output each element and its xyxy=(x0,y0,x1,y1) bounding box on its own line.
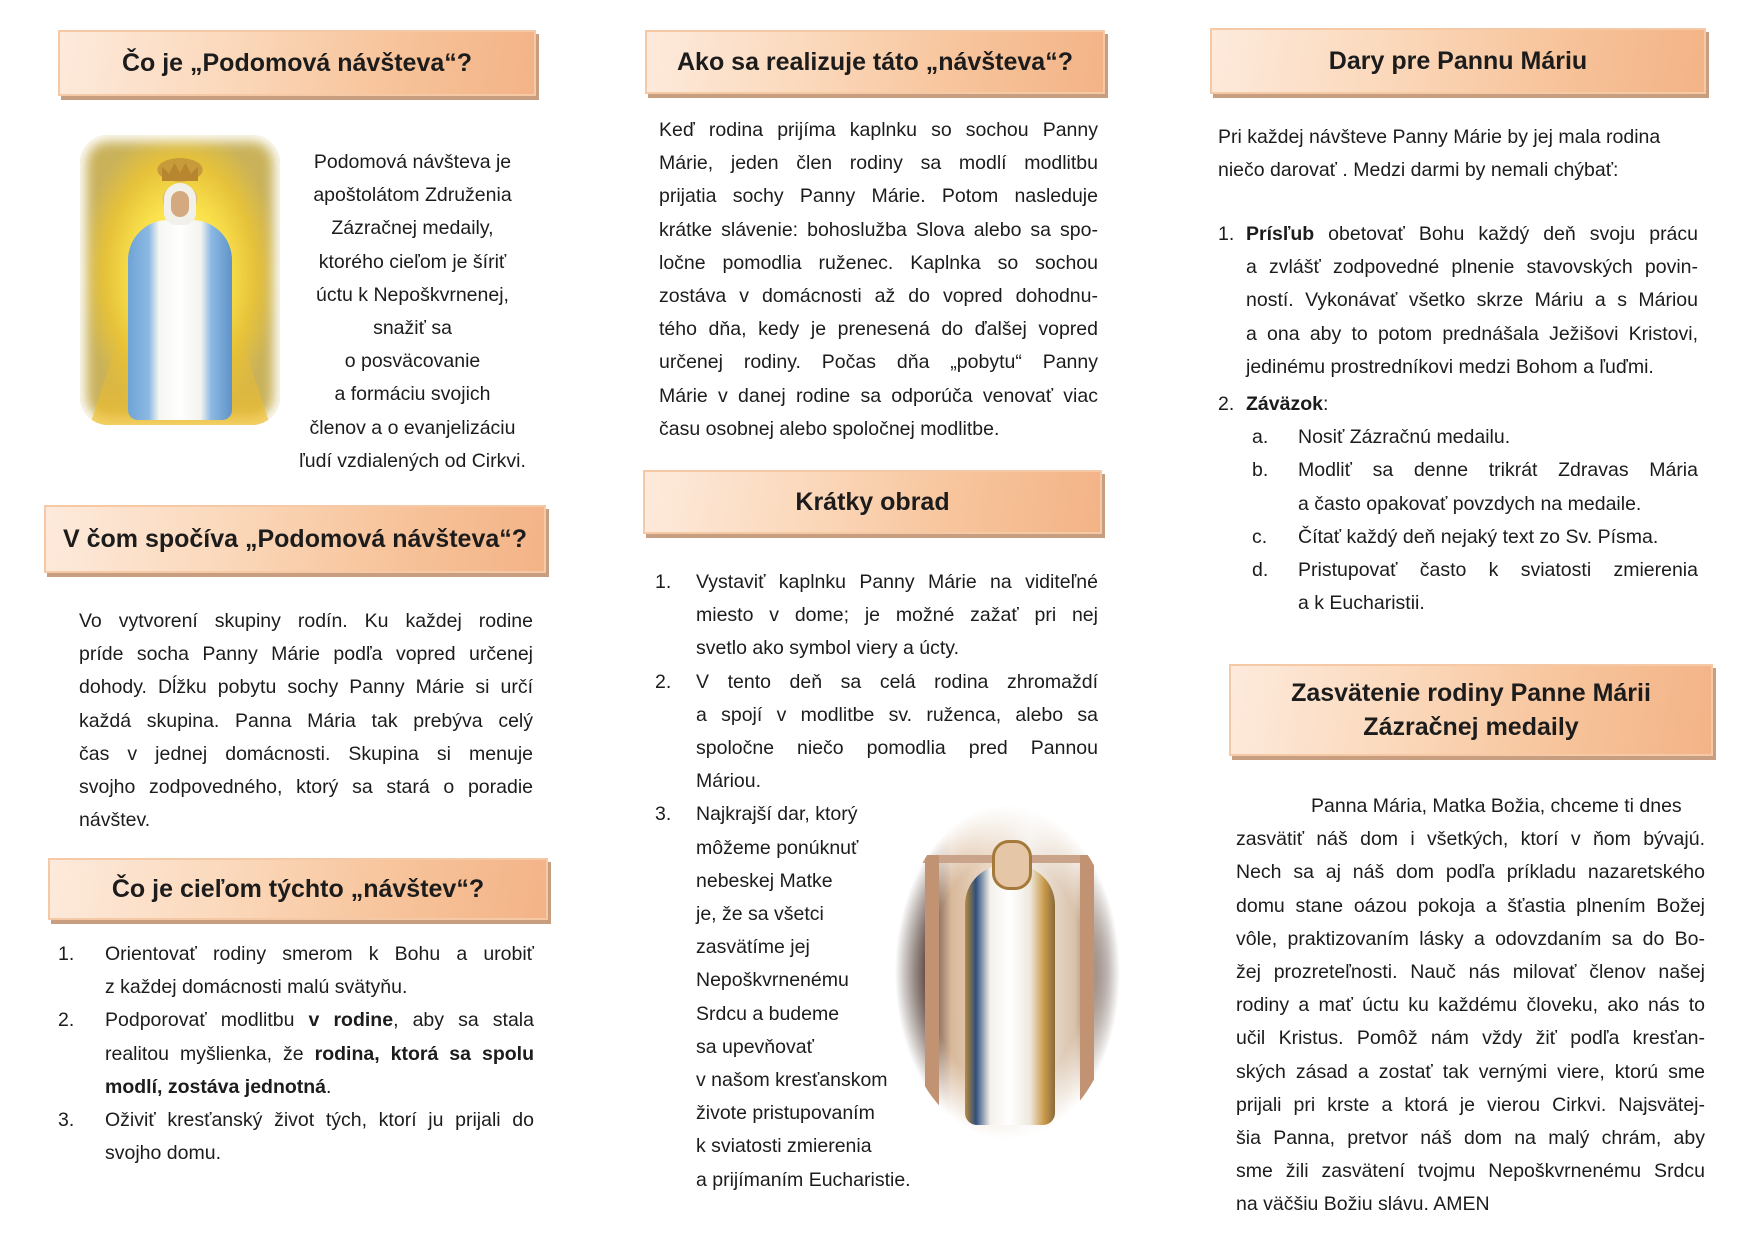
text-line: ností. Vykonávať všetko skrze Máriu a s Máriou xyxy=(1246,289,1698,312)
text-line: Nech sa aj náš dom podľa príkladu nazaretského xyxy=(1236,861,1705,884)
text-line: Vo vytvorení skupiny rodín. Ku každej rodine xyxy=(79,610,533,632)
text-line: Srdcu a budeme xyxy=(696,1002,840,1025)
text-line: o posväcovanie xyxy=(344,350,481,373)
text-line: a spojí v modlitbe sv. ruženca, alebo sa xyxy=(696,703,1098,726)
list-marker: 1. xyxy=(1218,223,1235,245)
text-line: Márie v danej rodine sa odporúča venovať viac xyxy=(659,384,1098,407)
consecration-prayer xyxy=(1236,790,1705,1222)
text-line: svojho zodpovedného, ktorý sa stará o poradie xyxy=(79,776,533,799)
list-marker: 2. xyxy=(58,1009,75,1032)
sublist-item xyxy=(1252,521,1698,554)
heading-text: Dary pre Pannu Máriu xyxy=(1328,47,1588,75)
bold-text: Záväzok xyxy=(1246,393,1323,416)
text-line: živote pristupovaním xyxy=(696,1102,875,1125)
text-line: a často opakovať povzdych na medaile. xyxy=(1298,492,1642,515)
text-span: Podporovať modlitbu xyxy=(105,1009,309,1032)
gifts-intro xyxy=(1218,121,1698,187)
text-line: v našom kresťanskom xyxy=(696,1069,888,1092)
text-line: určenej rodiny. Počas dňa „pobytu“ Panny xyxy=(659,351,1098,374)
text-line: tého dňa, kedy je prenesená do ďalšej vopred xyxy=(659,318,1098,341)
text-line: a formáciu svojich xyxy=(334,383,491,406)
text-line xyxy=(105,1004,534,1037)
text-line: spoločne niečo pomodlia pred Pannou xyxy=(696,737,1098,760)
text-span: , aby sa stala xyxy=(393,1009,534,1032)
heading-gifts-for-mary xyxy=(1210,28,1706,94)
list-item xyxy=(655,798,1098,1196)
text-line xyxy=(1246,388,1698,421)
text-line xyxy=(105,1038,534,1071)
text-line: miesto v dome; je možné zažať pri nej xyxy=(696,604,1098,627)
text-line: členov a o evanjelizáciu xyxy=(309,416,516,439)
list-marker: c. xyxy=(1252,525,1268,548)
heading-how-is-visit-realized xyxy=(645,30,1105,94)
list-marker: b. xyxy=(1252,459,1269,482)
text-line: V tento deň sa celá rodina zhromaždí xyxy=(696,670,1098,693)
text-line: krátke slávenie: bohoslužba Slova alebo sa spo- xyxy=(659,218,1098,241)
heading-text-line1: Zasvätenie rodiny Panne Márii xyxy=(1291,679,1651,707)
text-line: môžeme ponúknuť xyxy=(696,836,859,859)
text-line: každá skupina. Panna Mária tak prebýva celý xyxy=(79,709,533,732)
text-line: Zázračnej medaily, xyxy=(331,217,494,240)
heading-what-is-home-visit xyxy=(58,30,536,96)
text-line: zostáva v domácnosti až do vopred dohodnu- xyxy=(659,285,1098,308)
text-span: obetovať Bohu každý deň svoju prácu xyxy=(1314,223,1698,245)
text-line: zasvätiť náš dom i všetkých, ktorí v ňom bývajú. xyxy=(1236,828,1705,851)
gifts-list xyxy=(1218,218,1698,620)
heading-family-consecration xyxy=(1229,664,1713,756)
text-line: Keď rodina prijíma kaplnku so sochou Panny xyxy=(659,119,1098,141)
heading-goal-of-visits xyxy=(48,858,548,920)
text-line: prijali pri krste a ktorá je vierou Cirkvi. Najsvätej- xyxy=(1236,1093,1705,1116)
realization-paragraph xyxy=(659,114,1098,446)
list-item-commitment xyxy=(1218,388,1698,620)
text-line: Najkrajší dar, ktorý xyxy=(696,803,858,826)
heading-text-line2: Zázračnej medaily xyxy=(1363,713,1579,741)
text-line: času osobnej alebo spoločnej modlitbe. xyxy=(659,417,1000,440)
text-line: k sviatosti zmierenia xyxy=(696,1135,872,1158)
text-line: sme žili zasvätení tvojmu Nepoškvrnenému Srdcu xyxy=(1236,1160,1705,1183)
list-item xyxy=(58,1004,534,1104)
crown-icon xyxy=(162,163,198,181)
text-line: jedinému prostredníkovi medzi Bohom a ľuďmi. xyxy=(1246,355,1654,378)
mary-robe xyxy=(128,220,232,420)
sublist-item xyxy=(1252,421,1698,454)
text-line: návštev. xyxy=(79,809,151,832)
text-line: a k Eucharistii. xyxy=(1298,592,1425,615)
text-line: svojho domu. xyxy=(105,1142,221,1165)
heading-text: V čom spočíva „Podomová návšteva“? xyxy=(62,525,528,553)
bold-text: Prísľub xyxy=(1246,223,1315,245)
text-line: niečo darovať . Medzi darmi by nemali chýbať: xyxy=(1218,159,1619,182)
text-line: z každej domácnosti malú svätyňu. xyxy=(105,976,408,999)
text-line: a zvlášť zodpovedné plnenie stavovských povin- xyxy=(1246,256,1698,279)
text-line: na väčšiu Božiu slávu. AMEN xyxy=(1236,1193,1490,1216)
text-line: prijatia sochy Panny Márie. Potom nasleduje xyxy=(659,185,1098,208)
goals-list xyxy=(58,938,534,1170)
list-item xyxy=(655,566,1098,666)
text-line: Orientovať rodiny smerom k Bohu a urobiť xyxy=(105,943,534,965)
text-line: ločne pomodlia ruženec. Kaplnka so sochou xyxy=(659,251,1098,274)
text-line: žej prozreteľnosti. Nauč nás milovať členov našej xyxy=(1236,961,1705,984)
text-line: ľudí vzdialených od Cirkvi. xyxy=(299,449,526,472)
list-item xyxy=(655,666,1098,799)
rite-list xyxy=(655,566,1098,1197)
text-line: sa upevňovať xyxy=(696,1035,814,1058)
text-line: Oživiť kresťanský život tých, ktorí ju prijali do xyxy=(105,1109,534,1132)
text-line: čas v jednej domácnosti. Skupina si menuje xyxy=(79,742,533,765)
text-line: Podomová návšteva je xyxy=(313,151,512,173)
text-line: Márie, jeden člen rodiny sa modlí modlitbu xyxy=(659,152,1098,175)
bold-text: modlí, zostáva jednotná xyxy=(105,1075,327,1098)
text-line: šia Panna, pretvor náš dom na malý chrám, aby xyxy=(1236,1127,1705,1150)
text-line: Panna Mária, Matka Božia, chceme ti dnes xyxy=(1311,795,1682,817)
heading-text: Ako sa realizuje táto „návšteva“? xyxy=(677,48,1073,76)
list-marker: 3. xyxy=(655,803,672,826)
text-line: je, že sa všetci xyxy=(696,903,824,926)
text-line: ských zásad a zostať tak vernými viere, ktorú sme xyxy=(1236,1060,1705,1083)
sublist-item xyxy=(1252,554,1698,620)
list-marker: 1. xyxy=(58,943,75,965)
text-line: snažiť sa xyxy=(373,317,452,340)
list-marker: 2. xyxy=(1218,393,1235,416)
heading-text: Čo je cieľom týchto „návštev“? xyxy=(111,875,485,903)
miraculous-medal-image xyxy=(80,135,280,425)
text-line: zasvätíme jej xyxy=(696,936,810,959)
text-line: príde socha Panny Márie podľa vopred určenej xyxy=(79,643,533,666)
text-line: svetlo ako symbol viery a úcty. xyxy=(696,637,959,660)
text-line: Modliť sa denne trikrát Zdravas Mária xyxy=(1298,459,1698,482)
list-marker: 2. xyxy=(655,670,672,693)
text-line: ktorého cieľom je šíriť xyxy=(318,250,507,273)
text-line xyxy=(105,1071,534,1104)
text-line: Máriou. xyxy=(696,770,762,793)
text-line: vôle, praktizovaním lásky a odovzdaním sa do Bo- xyxy=(1236,927,1705,950)
list-marker: a. xyxy=(1252,426,1269,449)
list-marker: d. xyxy=(1252,559,1269,582)
text-span: . xyxy=(326,1075,332,1098)
text-line: Nepoškvrnenému xyxy=(696,969,849,992)
text-span: realitou myšlienka, že xyxy=(105,1042,315,1065)
heading-what-does-it-consist-of xyxy=(44,505,546,573)
text-line: Pri každej návšteve Panny Márie by jej mala rodina xyxy=(1218,126,1661,148)
text-line: a prijímaním Eucharistie. xyxy=(696,1168,911,1191)
mary-face xyxy=(171,191,189,217)
text-line: Pristupovať často k sviatosti zmierenia xyxy=(1298,559,1698,582)
text-line: rodiny a mať úctu ku každému človeku, ako nás to xyxy=(1236,994,1705,1017)
bold-text: rodina, ktorá sa spolu xyxy=(314,1042,534,1065)
sublist-item xyxy=(1252,454,1698,520)
text-line: a ona aby to potom prednášala Ježišovi Kristovi, xyxy=(1246,322,1698,345)
intro-paragraph xyxy=(275,146,550,478)
text-line: apoštolátom Združenia xyxy=(313,184,512,207)
text-line: úctu k Nepoškvrnenej, xyxy=(316,283,509,306)
list-item xyxy=(58,1104,534,1170)
text-line: domu stane oázou pokoja a šťastia plnením Božej xyxy=(1236,894,1705,917)
bold-text: v rodine xyxy=(308,1009,394,1032)
heading-text: Krátky obrad xyxy=(795,488,950,516)
text-line: Nosiť Zázračnú medailu. xyxy=(1298,426,1511,449)
text-line: Vystaviť kaplnku Panny Márie na viditeľné xyxy=(696,571,1098,593)
consist-paragraph xyxy=(79,605,533,837)
text-line xyxy=(1246,218,1698,251)
list-marker: 3. xyxy=(58,1109,75,1132)
text-line: dohody. Dĺžku pobytu sochy Panny Márie si určí xyxy=(79,676,533,699)
heading-text: Čo je „Podomová návšteva“? xyxy=(121,49,473,77)
list-item-promise xyxy=(1218,218,1698,384)
text-line: Čítať každý deň nejaký text zo Sv. Písma. xyxy=(1298,525,1659,548)
list-marker: 1. xyxy=(655,571,672,593)
heading-short-rite xyxy=(643,470,1102,534)
text-line: učil Kristus. Pomôž nám vždy žiť podľa kresťan- xyxy=(1236,1027,1705,1050)
text-span: : xyxy=(1322,393,1329,416)
text-line: nebeskej Matke xyxy=(696,869,833,892)
list-item xyxy=(58,938,534,1004)
